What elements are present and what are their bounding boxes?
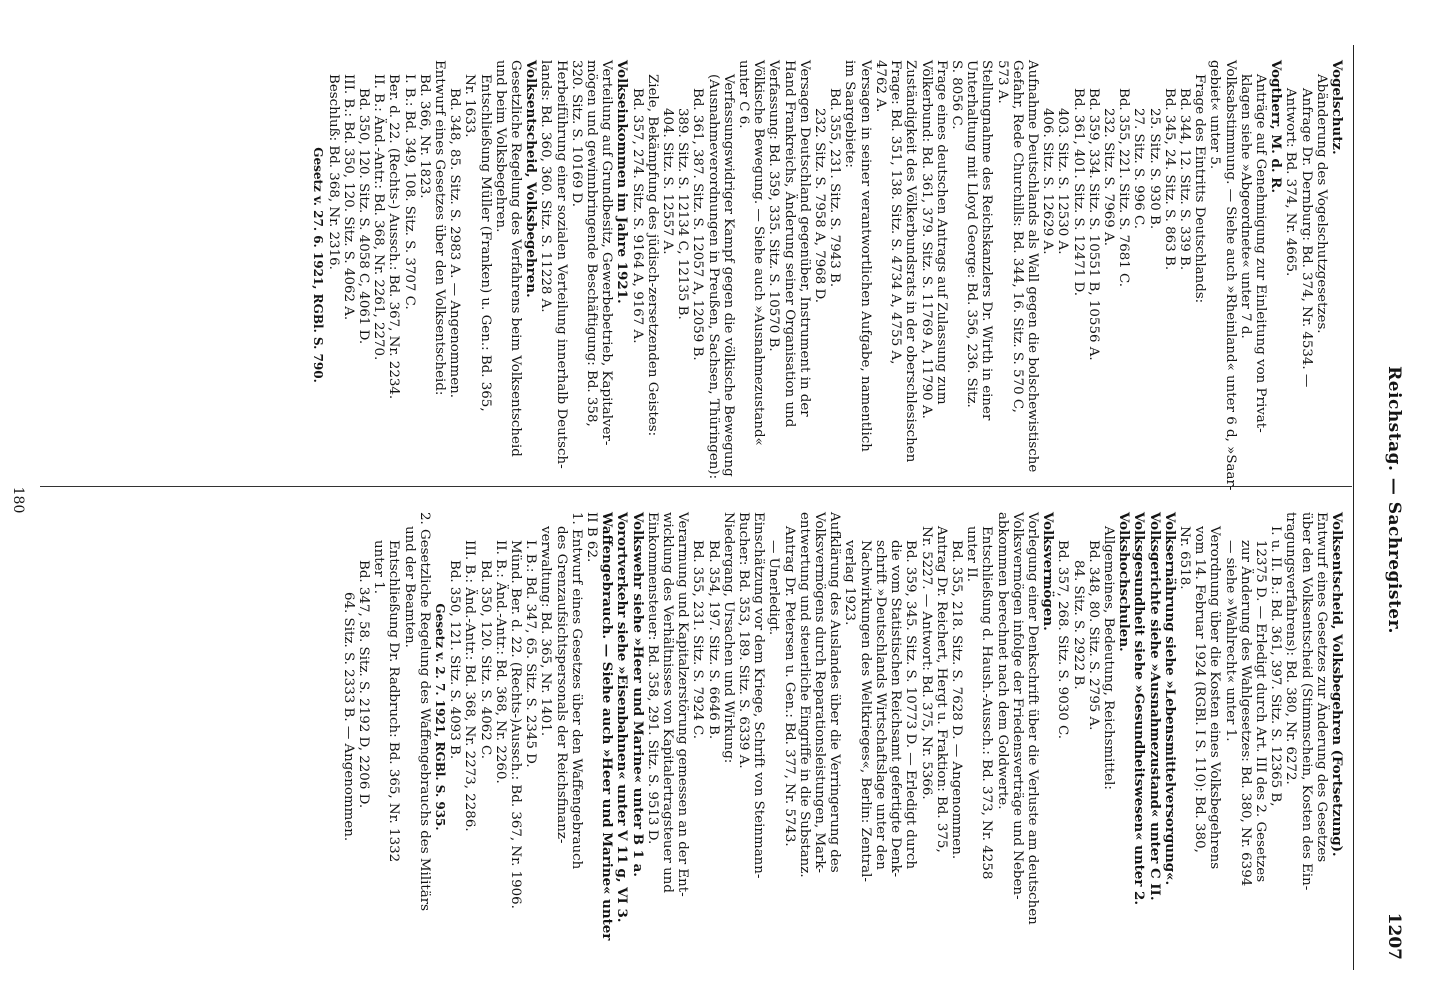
right-column <box>340 512 1345 941</box>
register-entry-heading: Volksentscheid, Volksbegehren (Fortsetzung). <box>1329 512 1345 857</box>
register-line: Bd. 355, 221. Sitz. S. 7681 C. <box>1116 88 1132 288</box>
register-line: Volksvermögen infolge der Friedensverträge und Neben- <box>1009 512 1025 900</box>
register-line: Einkommensteuer: Bd. 358, 291. Sitz. S. 9513 D. <box>644 512 660 845</box>
register-line: I. u. II. B.: Bd. 361, 397. Sitz. S. 12365 B, <box>1268 526 1284 807</box>
register-line: Gesetz v. 2. 7. 1921, RGBl. S. 935. <box>433 603 448 831</box>
register-line: II B 62. <box>584 512 600 563</box>
register-line: Verordnung über die Kosten eines Volksbegehrens <box>1207 526 1223 870</box>
register-line: Nachwirkungen des Weltkrieges«, Berlin: Zentral- <box>857 540 873 882</box>
register-line: Antwort: Bd. 374, Nr. 4665. <box>1283 88 1299 277</box>
register-line: Verfassungswidriger Kampf gegen die völkische Bewegung <box>720 74 736 477</box>
register-line: 84. Sitz. S. 2922 B. <box>1070 560 1086 690</box>
register-line: Anfrage Dr. Dernburg: Bd. 374, Nr. 4534. — <box>1298 88 1314 388</box>
register-entry-heading: Vorortverkehr siehe »Eisenbahnen« unter V 11 g, VI 3. <box>614 512 631 923</box>
digitization-credit <box>1412 60 1430 990</box>
register-line: III. B.: Bd. 350, 120. Sitz. S. 4062 A. <box>340 74 356 321</box>
register-line: verlag 1923. <box>842 540 858 626</box>
register-line: Bd. 348, 80. Sitz. S. 2795 A. <box>1085 540 1101 731</box>
register-line: Bd. 347, 58. Sitz. S. 2192 D, 2206 D. <box>356 560 371 809</box>
register-entry-heading: Volksernährung siehe »Lebensmittelversorgung«. <box>1161 512 1178 886</box>
register-line: Entwurf eines Gesetzes zur Änderung des Gesetzes <box>1313 512 1329 863</box>
register-line: Bd. 350, 120. Sitz. S. 4058 C, 4061 D. <box>356 88 371 345</box>
register-line: Ziele, Bekämpfung des jüdisch-zersetzenden Geistes: <box>644 74 660 437</box>
register-line: Verfassung: Bd. 359, 335. Sitz. S. 10570 B. <box>766 60 782 352</box>
register-line: I. B.: Bd. 347, 65. Sitz. S. 2345 D. <box>523 540 539 768</box>
register-line: schrift »Deutschlands Wirtschaftslage unter den <box>872 540 888 870</box>
page-number: 1207 <box>1384 912 1404 960</box>
header-rule <box>1353 45 1354 970</box>
register-line: 573 A. <box>994 60 1010 104</box>
register-line: S. 8056 C. <box>948 60 964 130</box>
register-line: und der Beamten. <box>401 526 417 648</box>
register-line: lands: Bd. 360, 360. Sitz. S. 11228 A. <box>538 60 554 313</box>
register-line: abkommen berechnet nach dem Goldwerte. <box>994 512 1010 810</box>
register-line: Bd. 348, 85. Sitz. S. 2983 A. — Angenommen. <box>447 88 463 399</box>
register-line: gebiet« unter 5. <box>1207 60 1223 170</box>
register-line: Aufnahme Deutschlands als Wall gegen die bolschewistische <box>1024 60 1040 473</box>
register-line: Bd. 361, 401. Sitz. S. 12471 D. <box>1070 88 1086 297</box>
column-divider <box>40 486 1352 487</box>
register-line: Antrag Dr. Petersen u. Gen.: Bd. 377, Nr. 5743. <box>781 526 797 847</box>
register-line: zur Änderung des Wahlgesetzes: Bd. 380, Nr. 6394 <box>1237 540 1253 887</box>
register-line: 27. Sitz. S. 996 C. <box>1131 108 1147 230</box>
register-line: und beim Volksbegehren. <box>492 60 508 233</box>
register-line: Bd. 359, 345. Sitz. S. 10773 D. — Erledigt durch <box>903 540 919 870</box>
register-entry-heading: Volksgesundheit siehe »Gesundheitswesen« unter 2. <box>1131 512 1148 906</box>
register-line: I. B.: Bd. 349, 108. Sitz. S. 3707 C. <box>401 74 417 310</box>
register-line: Volksabstimmung. — Siehe auch »Rheinland« unter 6 d, »Saar- <box>1222 60 1238 491</box>
register-line: Gefahr, Rede Churchills: Bd. 344, 16. Sitz. S. 570 C, <box>1009 60 1025 413</box>
register-line: 232. Sitz. S. 7969 A. <box>1100 108 1116 246</box>
register-line: 403. Sitz. S. 12530 A. <box>1055 108 1071 255</box>
register-line: Gesetz v. 27. 6. 1921, RGBl. S. 790. <box>311 147 326 383</box>
register-line: Bd. 355, 231. Sitz. S. 7943 B. <box>827 88 843 288</box>
register-line: Bucher: Bd. 353, 189. Sitz. S. 6339 A. <box>736 512 752 769</box>
register-line: 64. Sitz. S. 2333 B. — Angenommen. <box>340 592 356 842</box>
page-header-title: Reichstag. — Sachregister. <box>1384 366 1404 634</box>
register-entry-heading: Waffengebrauch. — Siehe auch »Heer und Marine« unter <box>599 512 616 941</box>
register-line: über den Volksentscheid (Stimmschein, Kosten des Ein- <box>1298 512 1314 891</box>
register-line: Münd. Ber. d. 22. (Rechts-)Aussch.: Bd. 367, Nr. 1906. <box>508 540 524 909</box>
register-line: Bd. 357, 268. Sitz. S. 9030 C. <box>1055 540 1071 740</box>
register-line: verwaltung: Bd. 365, Nr. 1401. <box>538 526 554 737</box>
register-line: Herbeiführung einer sozialen Verteilung innerhalb Deutsch- <box>553 60 569 469</box>
register-entry-heading: Volkswehr siehe »Heer und Marine« unter B 1 a. <box>629 512 646 877</box>
register-entry-heading: Volksgerichte siehe »Ausnahmezustand« unter C II. <box>1146 512 1163 901</box>
register-line: 389. Sitz. S. 12134 C, 12135 B. <box>675 108 691 320</box>
register-line: Antrag Dr. Reichert, Hergt u. Fraktion: Bd. 375, <box>933 526 949 853</box>
register-line: unter II. <box>964 526 980 583</box>
register-line: Frage des Eintritts Deutschlands: <box>1192 74 1208 304</box>
register-line: — Unerledigt. <box>766 540 782 636</box>
register-line: Versagen in seiner verantwortlichen Aufgabe, namentlich <box>857 60 873 452</box>
register-line: entwertung und steuerliche Eingriffe in die Substanz. <box>796 512 812 878</box>
register-line: III. B.: Änd.-Antr.: Bd. 368, Nr. 2273, 2286. <box>462 540 478 832</box>
register-line: die vom Statistischen Reichsamt gefertigte Denk- <box>888 540 904 878</box>
register-line: Unterhaltung mit Lloyd George: Bd. 356, 236. Sitz. <box>964 60 980 408</box>
register-line: Entwurf eines Gesetzes über den Volksentscheid: <box>432 60 448 396</box>
register-line: 25. Sitz. S. 930 B. <box>1146 108 1162 230</box>
register-line: mögen und gewinnbringende Beschäftigung: Bd. 358, <box>584 60 600 427</box>
register-line: Bd. 355, 218. Sitz. S. 7628 D. — Angenommen. <box>948 540 964 860</box>
register-line: Bd. 355, 231. Sitz. S. 7924 C. <box>690 540 706 740</box>
register-line: Nr. 6518. <box>1176 526 1192 590</box>
register-line: Zuständigkeit des Völkerbundsrats in der oberschlesischen <box>903 60 919 463</box>
left-column <box>310 60 1345 491</box>
register-line: 320. Sitz. S. 10169 D. <box>568 60 584 208</box>
register-line: Beschluß: Bd. 368, Nr. 2316. <box>325 74 341 270</box>
register-line: 4762 A. <box>872 60 888 113</box>
register-line: Frage eines deutschen Antrags auf Zulassung zum <box>933 60 949 405</box>
register-line: im Saargebiete: <box>842 60 858 168</box>
register-entry-heading: Volksentscheid, Volksbegehren. <box>523 60 540 298</box>
register-line: Entschließung Dr. Radbruch: Bd. 365, Nr. 1332 <box>386 540 402 863</box>
register-line: 406. Sitz. S. 12629 A. <box>1040 108 1056 255</box>
register-line: Nr. 5227. — Antwort: Bd. 375, Nr. 5366. <box>918 526 934 800</box>
register-line: 404. Sitz. S. 12557 A. <box>660 108 676 255</box>
register-line: Bd. 345, 24. Sitz. S. 863 B. <box>1161 88 1177 271</box>
register-entry-heading: Vogelschutz. <box>1329 60 1345 155</box>
register-line: 1. Entwurf eines Gesetzes über den Waffengebrauch <box>568 512 584 870</box>
register-line: wicklung des Verhältnisses von Kapitalertragsteuer und <box>660 512 676 893</box>
register-line: Einschätzung vor dem Kriege, Schrift von Steinmann- <box>751 512 767 879</box>
register-line: tragungsverfahrens): Bd. 380, Nr. 6272. <box>1283 512 1299 785</box>
register-line: Völkerbund: Bd. 361, 379. Sitz. S. 11769 A, 11790 A. <box>918 60 934 419</box>
register-line: (Ausnahmeverordnungen in Preußen, Sachsen, Thüringen): <box>705 74 721 480</box>
register-line: Bd. 350, 120. Sitz. S. 4062 C. <box>477 560 493 760</box>
register-line: Anträge auf Genehmigung zur Einleitung von Privat- <box>1252 74 1268 433</box>
register-line: Stellungnahme des Reichskanzlers Dr. Wirth in einer <box>979 60 995 421</box>
register-line: Abänderung des Vogelschutzgesetzes. <box>1313 74 1329 334</box>
sheet-number: 180 <box>10 486 26 514</box>
register-line: 2. Gesetzliche Regelung des Waffengebrauchs des Militärs <box>416 512 432 912</box>
register-line: unter 1. <box>371 540 387 594</box>
register-line: 232. Sitz. S. 7958 A, 7968 D. <box>812 108 828 304</box>
register-line: Hand Frankreichs, Änderung seiner Organisation und <box>781 60 797 428</box>
register-line: Bd. 361, 387. Sitz. S. 12057 A, 12059 B. <box>690 88 706 361</box>
register-line: — siehe »Wahlrecht« unter 1. <box>1222 540 1238 742</box>
register-line: des Grenzaufsichtspersonals der Reichsfinanz- <box>553 526 569 844</box>
register-line: Vorlegung einer Denkschrift über die Verluste am deutschen <box>1024 512 1040 925</box>
register-line: Verteilung auf Grundbesitz, Gewerbebetrieb, Kapitalver- <box>599 60 615 446</box>
register-entry-heading: Volksvermögen. <box>1040 512 1057 631</box>
register-line: Versagen Deutschland gegenüber, Instrument in der <box>796 60 812 417</box>
register-line: II. B.: Änd.-Antr.: Bd. 368, Nr. 2261, 2270. <box>371 74 387 361</box>
register-line: Bd. 344, 12. Sitz. S. 339 B. <box>1176 88 1192 271</box>
register-line: Bd. 366, Nr. 1823. <box>416 74 432 199</box>
register-line: Niedergang, Ursachen und Wirkung: <box>720 512 736 764</box>
register-line: Allgemeines, Bedeutung, Reichsmittel: <box>1100 526 1116 790</box>
register-line: Nr. 1633. <box>462 74 478 138</box>
register-entry-heading: Volkshochschulen. <box>1116 512 1133 652</box>
register-entry-heading: Volkseinkommen im Jahre 1921. <box>614 60 631 304</box>
register-line: Verarmung und Kapitalzerstörung gemessen an der Ent- <box>675 512 691 897</box>
register-line: Gesetzliche Regelung des Verfahrens beim Volksentscheid <box>508 60 524 457</box>
register-line: Völkische Bewegung. — Siehe auch »Ausnahmezustand« <box>751 60 767 446</box>
register-line: unter C 6. <box>736 60 752 129</box>
register-line: Volksvermögens durch Reparationsleistungen, Mark- <box>812 512 828 873</box>
register-line: Ber. d. 22. (Rechts-) Aussch.: Bd. 367, Nr. 2234. <box>386 74 402 400</box>
register-line: klagen siehe »Abgeordnete« unter 7 d. <box>1237 74 1253 339</box>
register-line: II. B.: Änd.-Antr.: Bd. 368, Nr. 2260. <box>492 540 508 784</box>
register-line: Bd. 357, 274. Sitz. S. 9164 A, 9167 A. <box>629 88 645 344</box>
register-line: 12375 D. — Erledigt durch Art. III des 2. Gesetzes <box>1252 540 1268 883</box>
register-line: Bd. 359, 334. Sitz. S. 10551 B, 10556 A. <box>1085 88 1101 361</box>
register-line: Bd. 350, 121. Sitz. S. 4093 B. <box>447 560 463 760</box>
register-line: Frage: Bd. 351, 138. Sitz. S. 4734 A, 4755 A, <box>888 60 904 365</box>
register-line: Bd. 354, 197. Sitz. S. 6646 B. <box>705 540 721 740</box>
register-line: Aufklärung des Auslandes über die Verringerung des <box>827 512 843 873</box>
register-line: Entschließung Müller (Franken) u. Gen.: Bd. 365, <box>477 74 493 412</box>
register-line: Entschließung d. Haush.-Aussch.: Bd. 373, Nr. 4258 <box>979 526 995 880</box>
register-entry-heading: Vogtherr, M. d. R. <box>1268 60 1285 193</box>
register-line: vom 14. Februar 1924 (RGBl. I S. 110): Bd. 380, <box>1192 526 1208 853</box>
